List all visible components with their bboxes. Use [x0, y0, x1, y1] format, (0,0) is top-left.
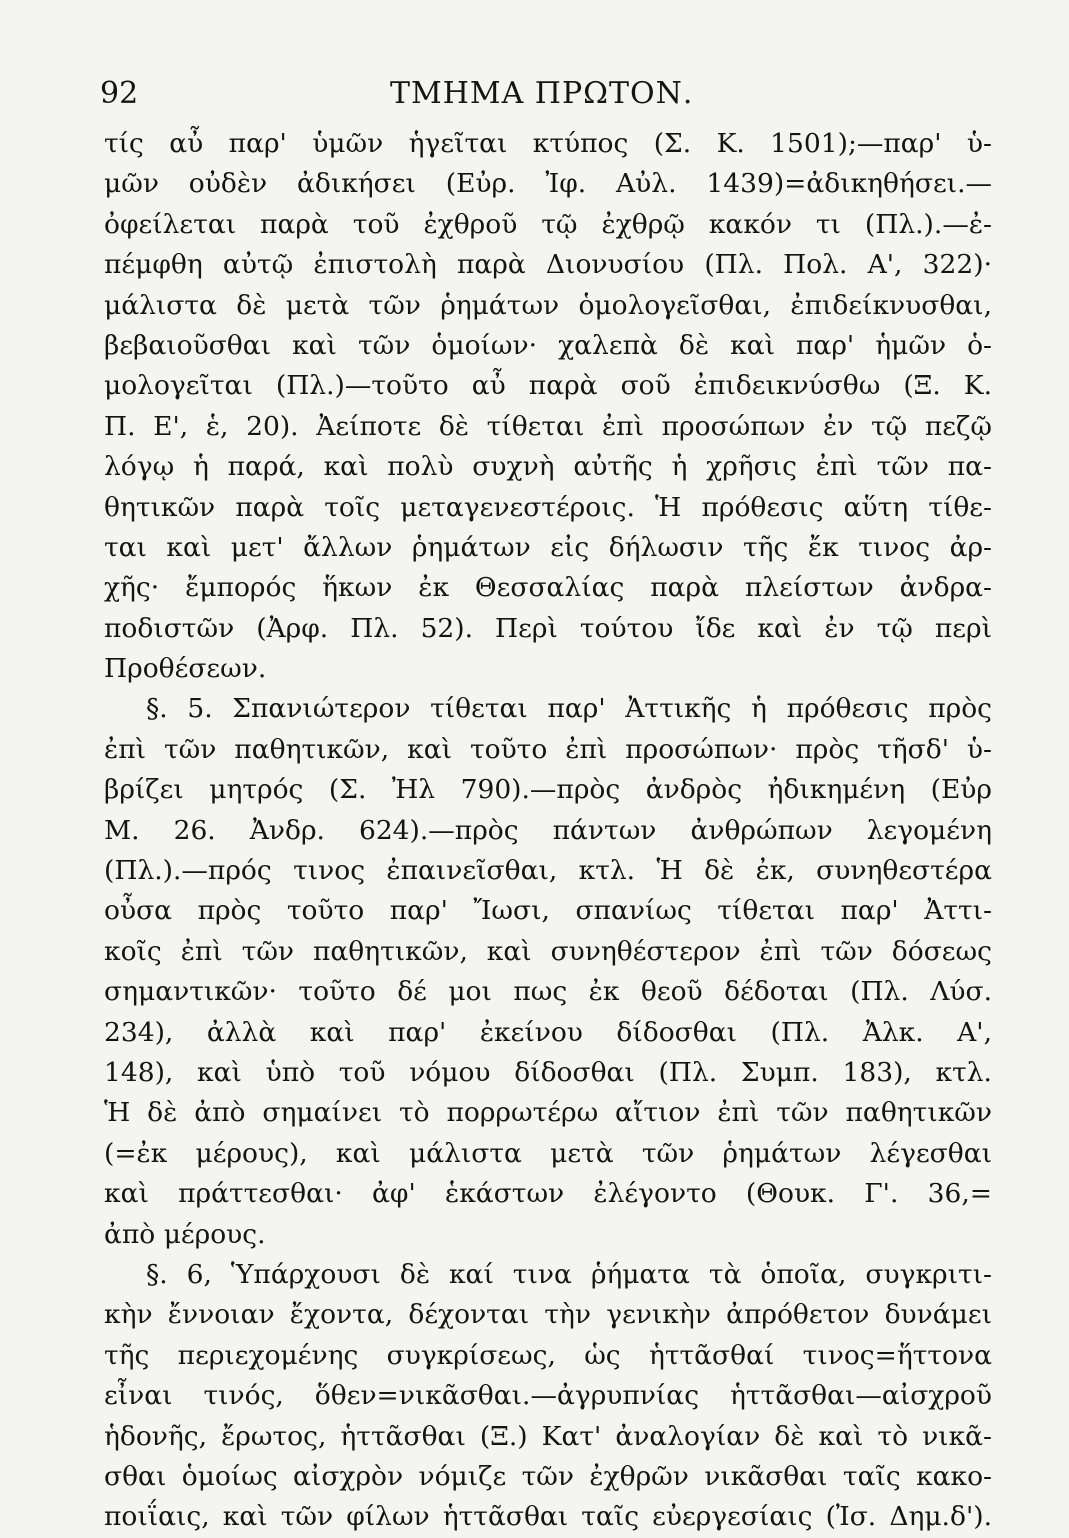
text-line: βρίζει μητρός (Σ. Ἠλ 790).—πρὸς ἀνδρὸς ἠδικημένη (Εὐρ: [104, 774, 992, 806]
text-line: τίς αὖ παρ' ὑμῶν ἡγεῖται κτύπος (Σ. Κ. 1501);—παρ' ὑ-: [104, 128, 992, 159]
text-line: μάλιστα δὲ μετὰ τῶν ῥημάτων ὁμολογεῖσθαι, ἐπιδείκνυσθαι,: [104, 289, 992, 321]
body-text: [104, 124, 992, 1538]
text-line: μολογεῖται (Πλ.)—τοῦτο αὖ παρὰ σοῦ ἐπιδεικνύσθω (Ξ. Κ.: [104, 370, 992, 402]
text-line: 148), καὶ ὑπὸ τοῦ νόμου δίδοσθαι (Πλ. Συμπ. 183), κτλ.: [104, 1056, 992, 1088]
text-line: Μ. 26. Ἀνδρ. 624).—πρὸς πάντων ἀνθρώπων λεγομένη: [104, 814, 992, 846]
text-line: (=ἐκ μέρους), καὶ μάλιστα μετὰ τῶν ῥημάτων λέγεσθαι: [104, 1137, 992, 1169]
text-line: 234), ἀλλὰ καὶ παρ' ἐκείνου δίδοσθαι (Πλ. Ἀλκ. Α',: [104, 1016, 992, 1048]
text-line: εἶναι τινός, ὅθεν=νικᾶσθαι.—ἀγρυπνίας ἡττᾶσθαι—αἰσχροῦ: [104, 1380, 992, 1412]
text-line: (Πλ.).—πρός τινος ἐπαινεῖσθαι, κτλ. Ἡ δὲ ἐκ, συνηθεστέρα: [104, 855, 992, 887]
text-line: καὶ πράττεσθαι· ἀφ' ἑκάστων ἐλέγοντο (Θουκ. Γ'. 36,=: [104, 1178, 992, 1210]
text-line: Π. Ε', ἑ, 20). Ἀείποτε δὲ τίθεται ἐπὶ προσώπων ἐν τῷ πεζῷ: [104, 410, 992, 442]
text-line: κὴν ἔννοιαν ἔχοντα, δέχονται τὴν γενικὴν ἀπρόθετον δυνάμει: [104, 1299, 992, 1331]
section-start-line: §. 6, Ὑπάρχουσι δὲ καί τινα ῥήματα τὰ ὁποῖα, συγκριτι-: [146, 1258, 992, 1290]
text-line: χῆς· ἔμπορός ἥκων ἐκ Θεσσαλίας παρὰ πλείστων ἀνδρα-: [104, 572, 992, 604]
text-line: Ἡ δὲ ἀπὸ σημαίνει τὸ πορρωτέρω αἴτιον ἐπὶ τῶν παθητικῶν: [104, 1097, 992, 1129]
text-line: λόγῳ ἡ παρά, καὶ πολὺ συχνὴ αὐτῆς ἡ χρῆσις ἐπὶ τῶν πα-: [104, 451, 992, 483]
section-start-line: §. 5. Σπανιώτερον τίθεται παρ' Ἀττικῆς ἡ πρόθεσις πρὸς: [146, 693, 992, 725]
text-line: κοῖς ἐπὶ τῶν παθητικῶν, καὶ συνηθέστερον ἐπὶ τῶν δόσεως: [104, 935, 992, 967]
text-line: ποιΐαις, καὶ τῶν φίλων ἡττᾶσθαι ταῖς εὐεργεσίαις (Ἰσ. Δημ.δ').: [104, 1501, 992, 1533]
page-number: 92: [100, 76, 139, 111]
text-line: σημαντικῶν· τοῦτο δέ μοι πως ἐκ θεοῦ δέδοται (Πλ. Λύσ.: [104, 976, 992, 1008]
text-line: ὀφείλεται παρὰ τοῦ ἐχθροῦ τῷ ἐχθρῷ κακόν τι (Πλ.).—ἐ-: [104, 208, 992, 240]
text-line: ἀπὸ μέρους.: [104, 1218, 266, 1250]
text-line: ται καὶ μετ' ἄλλων ῥημάτων εἰς δήλωσιν τῆς ἔκ τινος ἀρ-: [104, 531, 992, 563]
text-line: τῆς περιεχομένης συγκρίσεως, ὡς ἡττᾶσθαί τινος=ἥττονα: [104, 1339, 992, 1371]
text-line: ἡδονῆς, ἔρωτος, ἡττᾶσθαι (Ξ.) Κατ' ἀναλογίαν δὲ καὶ τὸ νικᾶ-: [104, 1420, 992, 1452]
text-line: μῶν οὐδὲν ἀδικήσει (Εὐρ. Ἰφ. Αὐλ. 1439)=ἀδικηθήσει.—: [104, 168, 992, 200]
text-line: θητικῶν παρὰ τοῖς μεταγενεστέροις. Ἡ πρόθεσις αὕτη τίθε-: [104, 491, 992, 523]
text-line: ποδιστῶν (Ἀρφ. Πλ. 52). Περὶ τούτου ἴδε καὶ ἐν τῷ περὶ: [104, 612, 992, 644]
text-line: οὖσα πρὸς τοῦτο παρ' Ἴωσι, σπανίως τίθεται παρ' Ἀττι-: [104, 895, 992, 927]
text-line: βεβαιοῦσθαι καὶ τῶν ὁμοίων· χαλεπὰ δὲ καὶ παρ' ἡμῶν ὁ-: [104, 329, 992, 361]
text-line: πέμφθη αὐτῷ ἐπιστολὴ παρὰ Διονυσίου (Πλ. Πολ. Α', 322)·: [104, 249, 992, 281]
text-line: σθαι ὁμοίως αἰσχρὸν νόμιζε τῶν ἐχθρῶν νικᾶσθαι ταῖς κακο-: [104, 1460, 992, 1492]
text-line: ἐπὶ τῶν παθητικῶν, καὶ τοῦτο ἐπὶ προσώπων· πρὸς τῆσδ' ὑ-: [104, 733, 992, 765]
running-head: ΤΜΗΜΑ ΠΡΩΤΟΝ.: [390, 76, 694, 111]
text-line: Προθέσεων.: [104, 653, 267, 685]
